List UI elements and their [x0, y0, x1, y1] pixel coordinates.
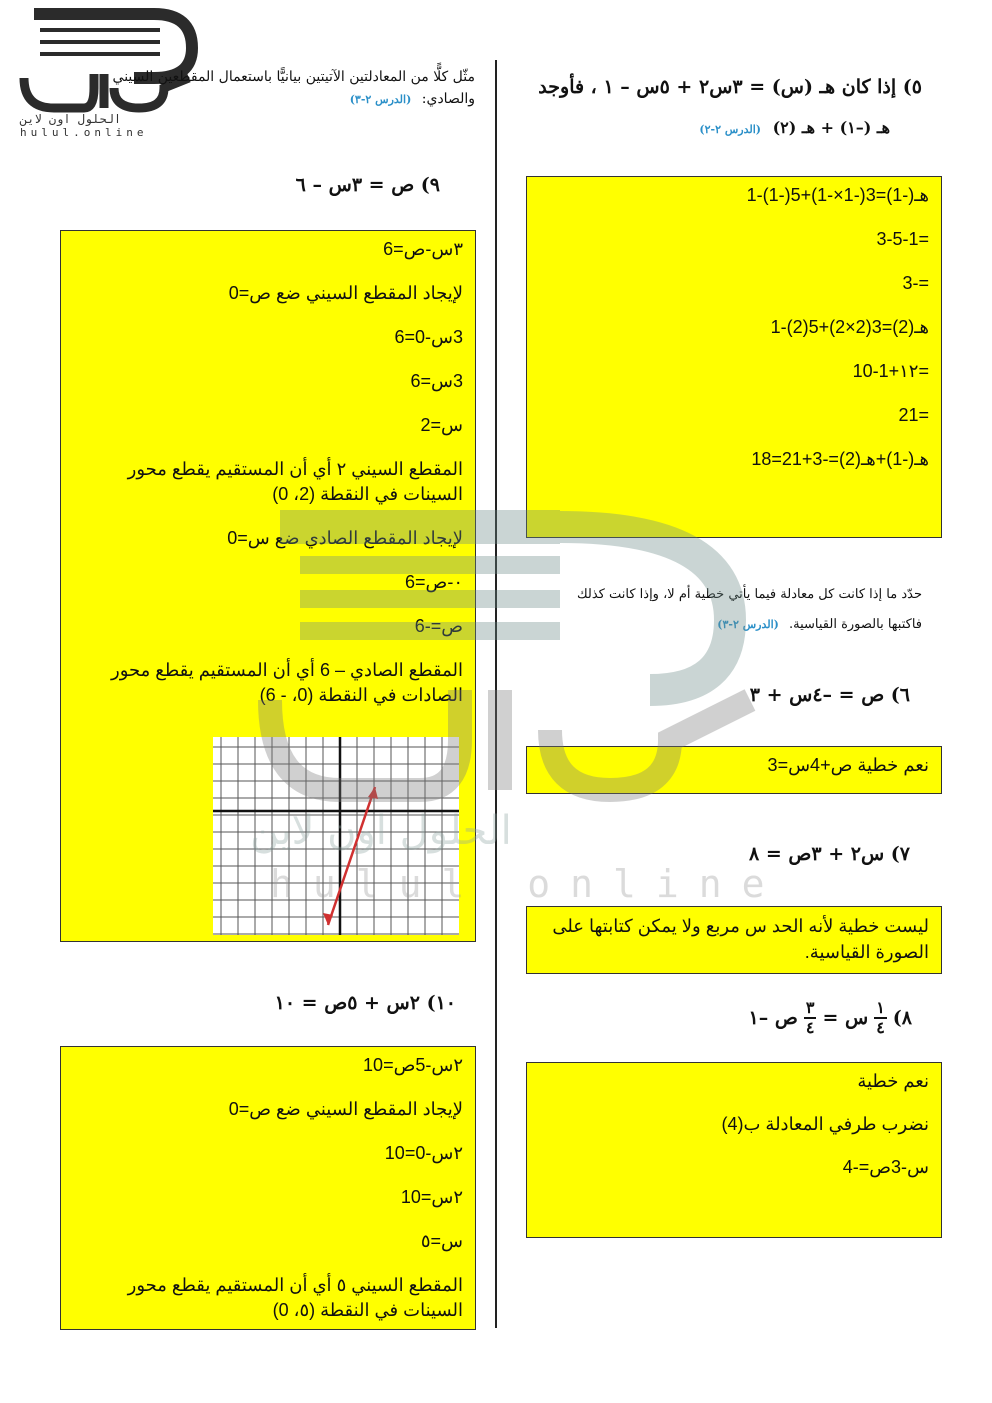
answer-box-5	[526, 176, 942, 538]
watermark-latin: hulul online	[270, 862, 785, 906]
question-8	[700, 990, 912, 1046]
answer-line: ص=-6	[414, 616, 463, 636]
graph-image	[213, 737, 459, 935]
question-10: ١٠) ٢س + ٥ص = ١٠	[274, 992, 456, 1014]
answer-box-9	[60, 230, 476, 942]
logo-arabic-text: الحلول اون لاين	[20, 112, 122, 126]
answer-line: هـ(2)=3(2×2)+5(2)-1	[770, 317, 929, 337]
answer-line: ليست خطية لأنه الحد س مربع ولا يمكن كتابتها على الصورة القياسية.	[552, 916, 929, 962]
question-5-line2-wrap	[600, 118, 890, 137]
q8-tail: ص –١	[748, 1007, 798, 1029]
answer-line: س=2	[420, 415, 463, 435]
question-6: ٦) ص = –٤س + ٣	[749, 684, 910, 706]
answer-line: لإيجاد المقطع الصادي ضع س=0	[227, 528, 463, 548]
answer-line: المقطع السيني ٢ أي أن المستقيم يقطع محور السينات في النقطة (2، 0)	[127, 459, 463, 504]
right-intro	[530, 580, 922, 640]
left-intro-lesson: (الدرس ٢-٣)	[349, 93, 412, 106]
right-intro-line1: حدّد ما إذا كانت كل معادلة فيما يأتي خطية أم لا، وإذا كانت كذلك	[576, 587, 922, 602]
answer-line: 3س=6	[410, 371, 463, 391]
answer-box-6	[526, 746, 942, 794]
left-intro	[112, 66, 475, 111]
question-9: ٩) ص = ٣س – ٦	[295, 174, 440, 196]
q8-fraction-2	[804, 999, 817, 1037]
answer-line: نعم خطية ص+4س=3	[767, 755, 929, 775]
answer-line: نعم خطية	[857, 1071, 929, 1091]
arrow-down-icon	[323, 913, 333, 925]
question-5-lesson: (الدرس ٢-٢)	[699, 123, 761, 136]
question-5-line2: هـ (–١) + هـ (٢)	[772, 118, 890, 137]
answer-line: هـ(-1)=3(-1×-1)+5(-1)-1	[746, 185, 929, 205]
answer-line: المقطع السيني ٥ أي أن المستقيم يقطع محور السينات في النقطة (٥، 0)	[127, 1275, 463, 1320]
answer-line: ٢س-0=10	[384, 1143, 463, 1163]
answer-line: =21	[898, 405, 929, 425]
graph-line	[328, 787, 375, 925]
answer-line: لإيجاد المقطع السيني ضع ص=0	[228, 283, 463, 303]
q8-mid: س =	[822, 1007, 869, 1029]
logo-mark-icon	[14, 8, 194, 118]
left-intro-line1: مثّل كلًّا من المعادلتين الآتيتين بيانيًّا باستعمال المقطعين السيني	[112, 69, 475, 85]
answer-line: لإيجاد المقطع السيني ضع ص=0	[228, 1099, 463, 1119]
answer-line: هـ(-1)+هـ(2)=-3+21=18	[751, 449, 929, 469]
answer-line: المقطع الصادي – 6 أي أن المستقيم يقطع محور الصادات في النقطة (0، - 6)	[111, 660, 463, 705]
question-7: ٧) س٢ + ٣ص = ٨	[749, 843, 910, 865]
graph-grid-svg	[213, 737, 459, 935]
answer-line: ٣س-ص=6	[383, 239, 463, 259]
left-intro-line2-wrap	[190, 88, 475, 111]
left-intro-line2: والصادي:	[421, 91, 475, 107]
column-divider	[495, 60, 497, 1328]
question-5-line1: ٥) إذا كان هـ (س) = ٣س٢ + ٥س – ١ ، فأوجد	[538, 76, 922, 98]
watermark-arabic: الحلول اون لاين	[250, 808, 512, 854]
q8-frac2-num: ٣	[805, 998, 815, 1017]
answer-line: س=٥	[420, 1231, 463, 1251]
answer-line: =3-5-1	[876, 229, 929, 249]
answer-box-7	[526, 906, 942, 974]
q8-frac1-den: ٤	[876, 1018, 885, 1037]
q8-frac2-den: ٤	[805, 1018, 815, 1037]
answer-line: =١٢+10-1	[852, 361, 929, 381]
answer-box-8	[526, 1062, 942, 1238]
answer-line: ٢س=10	[400, 1187, 463, 1207]
q8-fraction-1	[874, 999, 887, 1037]
answer-line: 3س-0=6	[394, 327, 463, 347]
answer-line: =-3	[902, 273, 929, 293]
answer-line: ٠-ص=6	[405, 572, 463, 592]
logo-latin-text: hulul.online	[20, 126, 148, 139]
q8-frac1-num: ١	[876, 998, 885, 1017]
answer-line: س-3ص=-4	[842, 1157, 929, 1177]
answer-line: نضرب طرفي المعادلة ب(4)	[721, 1114, 929, 1134]
right-intro-line2: فاكتبها بالصورة القياسية.	[789, 617, 922, 632]
answer-box-10	[60, 1046, 476, 1330]
right-intro-line2-wrap	[530, 610, 922, 640]
q8-label: ٨)	[892, 1007, 912, 1029]
answer-line: ٢س-5ص=10	[363, 1055, 463, 1075]
arrow-up-icon	[368, 787, 378, 799]
right-intro-lesson: (الدرس ٢-٣)	[717, 618, 779, 631]
